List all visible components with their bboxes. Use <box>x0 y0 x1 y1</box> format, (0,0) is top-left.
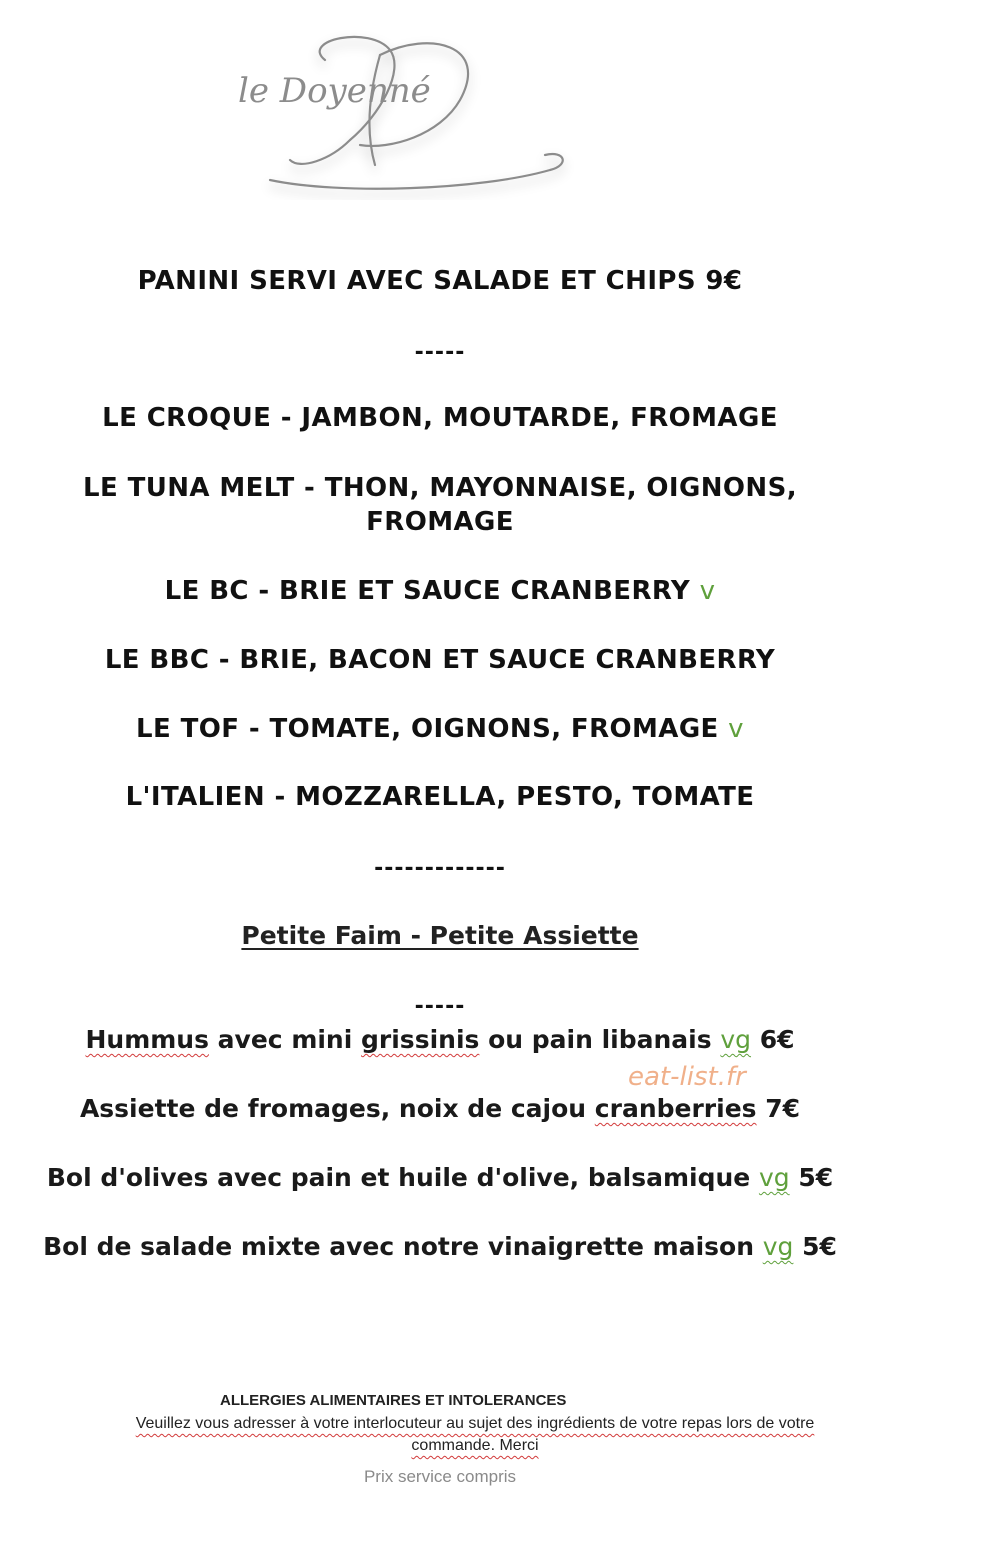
logo-text: le Doyenné <box>238 71 431 111</box>
vegetarian-mark: v <box>699 576 716 606</box>
allergy-title: ALLERGIES ALIMENTAIRES ET INTOLERANCES <box>220 1392 567 1409</box>
menu-item-text: LE TUNA MELT - THON, MAYONNAISE, OIGNONS, <box>83 473 797 503</box>
logo <box>230 20 600 200</box>
menu-item-salade <box>0 1232 880 1261</box>
separator: ------------- <box>374 856 506 881</box>
item-text: Bol de salade mixte avec notre vinaigrette maison <box>43 1232 763 1261</box>
item-price: 6€ <box>751 1025 795 1054</box>
menu-item-hummus <box>0 1025 880 1054</box>
item-price: 5€ <box>789 1163 834 1192</box>
allergy-text-line: Veuillez vous adresser à votre interlocuteur au sujet des ingrédients de votre repas lors de votre <box>135 1415 815 1432</box>
item-text: Assiette de fromages, noix de cajou <box>79 1094 595 1123</box>
watermark: eat-list.fr <box>628 1062 746 1092</box>
item-text: Bol d'olives avec pain et huile d'olive, balsamique <box>46 1163 759 1192</box>
menu-item-text: LE BC - BRIE ET SAUCE CRANBERRY <box>164 576 700 606</box>
service-note: Prix service compris <box>363 1467 517 1486</box>
section-title: Petite Faim - Petite Assiette <box>241 921 639 950</box>
vegetarian-mark: v <box>728 714 744 744</box>
logo-image <box>230 20 600 200</box>
allergy-text <box>90 1413 860 1457</box>
menu-item-olives <box>0 1163 880 1192</box>
vegan-mark: vg <box>762 1232 794 1261</box>
menu-item-tuna-melt-continued <box>0 507 880 537</box>
item-text: Hummus <box>85 1025 209 1054</box>
separator: ----- <box>414 994 466 1019</box>
menu-title: PANINI SERVI AVEC SALADE ET CHIPS 9€ <box>137 266 743 296</box>
menu-item-tof <box>0 714 880 744</box>
item-text: avec mini <box>208 1025 362 1054</box>
menu-item-italien <box>0 782 880 812</box>
menu-item-text: LE BBC - BRIE, BACON ET SAUCE CRANBERRY <box>104 645 776 675</box>
menu-item-tuna-melt <box>0 473 880 503</box>
menu-item-text: LE TOF - TOMATE, OIGNONS, FROMAGE <box>136 714 729 744</box>
item-text: cranberries <box>594 1094 757 1123</box>
menu-item-bbc <box>0 645 880 675</box>
menu-item-text: L'ITALIEN - MOZZARELLA, PESTO, TOMATE <box>125 782 755 812</box>
item-text: grissinis <box>361 1025 480 1054</box>
separator: ----- <box>414 340 466 365</box>
vegan-mark: vg <box>758 1163 790 1192</box>
menu-item-bc <box>0 576 880 606</box>
menu-item-fromages <box>0 1094 880 1123</box>
item-price: 5€ <box>793 1232 837 1261</box>
vegan-mark: vg <box>720 1025 752 1054</box>
menu-item-text: LE CROQUE - JAMBON, MOUTARDE, FROMAGE <box>102 403 778 433</box>
menu-item-text: FROMAGE <box>366 507 514 537</box>
menu-item-croque <box>0 403 880 433</box>
allergy-text-line: commande. Merci <box>411 1437 539 1454</box>
item-price: 7€ <box>756 1094 801 1123</box>
item-text: ou pain libanais <box>479 1025 721 1054</box>
